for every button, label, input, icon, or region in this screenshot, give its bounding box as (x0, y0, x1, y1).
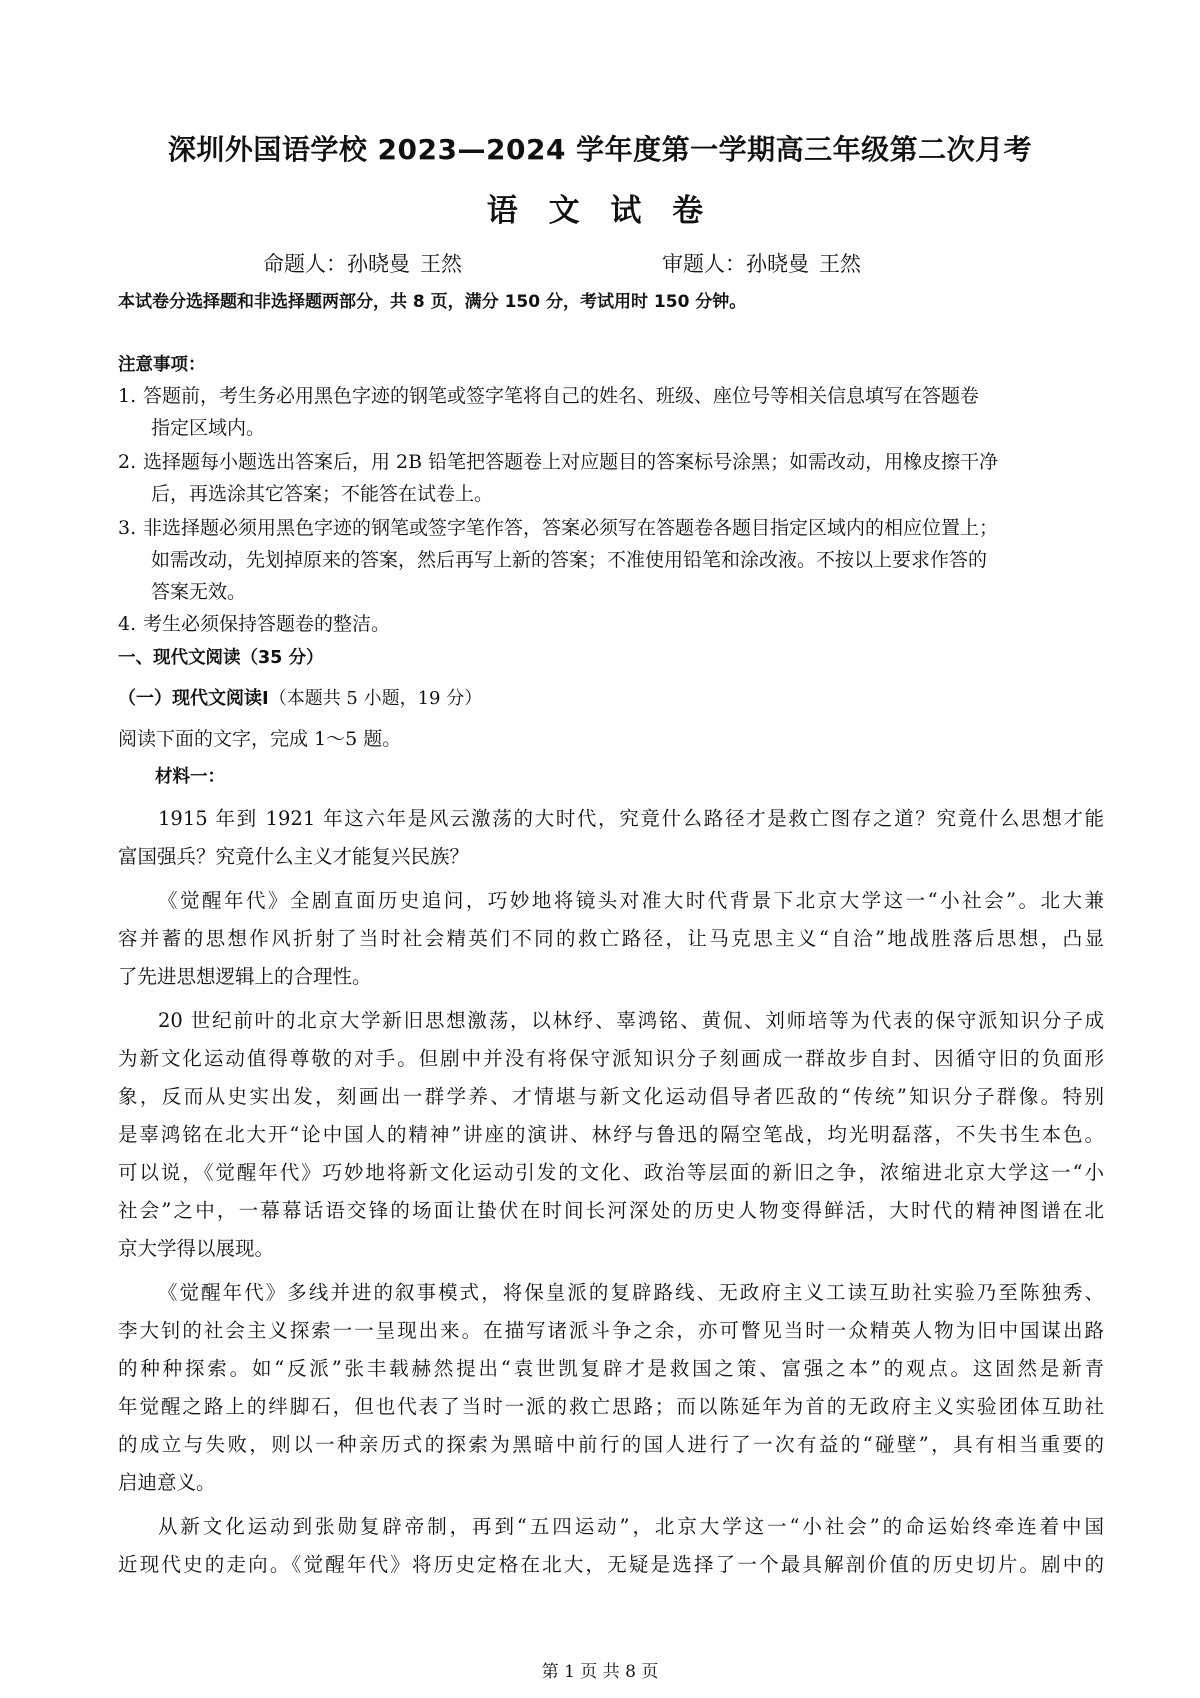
proposer-label: 命题人：孙晓曼 (263, 252, 410, 276)
passage-line: 《觉醒年代》多线并进的叙事模式，将保皇派的复辟路线、无政府主义工读互助社实验乃至陈独秀、 (158, 1281, 1104, 1304)
note-item (118, 446, 1104, 510)
passage-line: 《觉醒年代》全剧直面历史追问，巧妙地将镜头对准大时代背景下北京大学这一“小社会”。北大兼 (158, 889, 1104, 912)
note-continuation: 答案无效。 (151, 581, 247, 603)
subsection-heading (118, 684, 482, 710)
passage-line: 容并蓄的思想作风折射了当时社会精英们不同的救亡路径，让马克思主义“自洽”地战胜落后思想，凸显 (118, 927, 1104, 950)
note-item (118, 512, 1104, 608)
passage-line: 李大钊的社会主义探索一一呈现出来。在描写诸派斗争之余，亦可瞥见当时一众精英人物为旧中国谋出路 (118, 1319, 1104, 1342)
passage-line: 启迪意义。 (118, 1471, 216, 1494)
passage-line: 20 世纪前叶的北京大学新旧思想激荡，以林纾、辜鸿铭、黄侃、刘师培等为代表的保守派知识分子成 (158, 1009, 1104, 1032)
exam-subtitle: 语 文 试 卷 (486, 193, 714, 229)
proposer-line (263, 248, 462, 278)
note-continuation: 后，再选涂其它答案；不能答在试卷上。 (151, 483, 494, 505)
passage-line: 的种种探索。如“反派”张丰载赫然提出“袁世凯复辟才是救国之策、富强之本”的观点。这固然是新青 (118, 1357, 1104, 1380)
passage-line: 从新文化运动到张勋复辟帝制，再到“五四运动”，北京大学这一“小社会”的命运始终牵连着中国 (158, 1515, 1104, 1538)
exam-info: 本试卷分选择题和非选择题两部分，共 8 页，满分 150 分，考试用时 150 分钟。 (118, 292, 747, 312)
reading-instruction: 阅读下面的文字，完成 1～5 题。 (118, 728, 402, 750)
passage-line: 象，反而从史实出发，刻画出一群学养、才情堪与新文化运动倡导者匹敌的“传统”知识分子群像。特别 (118, 1085, 1104, 1108)
note-number: 4. (118, 613, 137, 635)
passage-line: 社会”之中，一幕幕话语交锋的场面让蛰伏在时间长河深处的历史人物变得鲜活，大时代的精神图谱在北 (118, 1199, 1104, 1222)
subsection-detail: （本题共 5 小题，19 分） (268, 688, 483, 709)
note-continuation: 如需改动，先划掉原来的答案，然后再写上新的答案；不准使用铅笔和涂改液。不按以上要求作答的 (151, 549, 988, 571)
passage-line: 富国强兵？究竟什么主义才能复兴民族？ (118, 845, 470, 868)
reviewer-second: 王然 (819, 252, 861, 276)
passage-line: 的成立与失败，则以一种亲历式的探索为黑暗中前行的国人进行了一次有益的“碰壁”，具有相当重要的 (118, 1433, 1104, 1456)
passage-line: 京大学得以展现。 (118, 1237, 275, 1260)
exam-title: 深圳外国语学校 2023—2024 学年度第一学期高三年级第二次月考 (167, 133, 1033, 166)
section-heading: 一、现代文阅读（35 分） (118, 648, 324, 668)
note-item (118, 380, 1104, 444)
passage-line: 了先进思想逻辑上的合理性。 (118, 965, 372, 988)
passage-line: 为新文化运动值得尊敬的对手。但剧中并没有将保守派知识分子刻画成一群故步自封、因循守旧的负面形 (118, 1047, 1104, 1070)
page-footer: 第 1 页 共 8 页 (541, 1662, 659, 1682)
notes-heading: 注意事项： (118, 355, 206, 375)
subsection-title: （一）现代文阅读Ⅰ (118, 688, 269, 709)
note-text: 考生必须保持答题卷的整洁。 (143, 613, 391, 635)
note-item (118, 608, 1104, 640)
note-text: 非选择题必须用黑色字迹的钢笔或签字笔作答，答案必须写在答题卷各题目指定区域内的相应位置上； (143, 517, 999, 539)
note-text: 选择题每小题选出答案后，用 2B 铅笔把答题卷上对应题目的答案标号涂黑；如需改动，用橡皮擦干净 (143, 451, 999, 473)
note-continuation: 指定区域内。 (151, 417, 266, 439)
reviewer-line (662, 248, 861, 278)
reviewer-label: 审题人：孙晓曼 (662, 252, 809, 276)
material-label: 材料一： (155, 767, 225, 787)
note-number: 1. (118, 385, 137, 407)
passage-line: 1915 年到 1921 年这六年是风云激荡的大时代，究竟什么路径才是救亡图存之道？究竟什么思想才能 (158, 807, 1104, 830)
passage-line: 年觉醒之路上的绊脚石，但也代表了当时一派的救亡思路；而以陈延年为首的无政府主义实验团体互助社 (118, 1395, 1104, 1418)
passage-line: 可以说，《觉醒年代》巧妙地将新文化运动引发的文化、政治等层面的新旧之争，浓缩进北京大学这一“小 (118, 1161, 1104, 1184)
proposer-second: 王然 (420, 252, 462, 276)
note-number: 2. (118, 451, 137, 473)
note-text: 答题前，考生务必用黑色字迹的钢笔或签字笔将自己的姓名、班级、座位号等相关信息填写在答题卷 (143, 385, 980, 407)
note-number: 3. (118, 517, 137, 539)
passage-line: 是辜鸿铭在北大开“论中国人的精神”讲座的演讲、林纾与鲁迅的隔空笔战，均光明磊落，不失书生本色。 (118, 1123, 1104, 1146)
passage-line: 近现代史的走向。《觉醒年代》将历史定格在北大，无疑是选择了一个最具解剖价值的历史切片。剧中的 (118, 1553, 1104, 1576)
